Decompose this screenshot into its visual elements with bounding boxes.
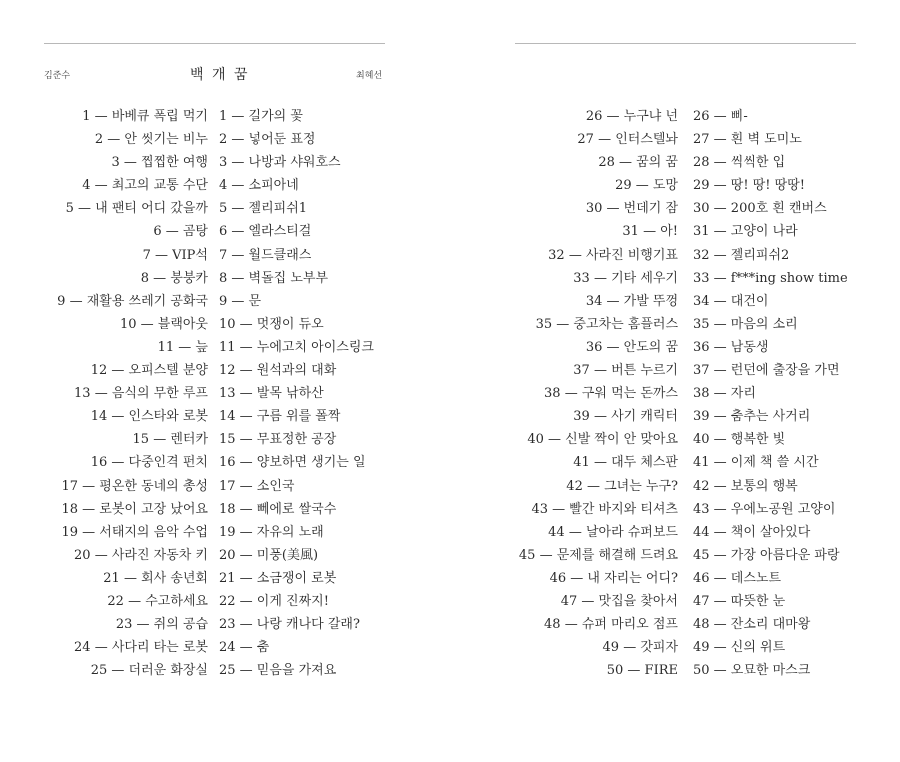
- entry-author-a: 43 — 빨간 바지와 티셔츠: [531, 501, 678, 517]
- entry-author-a: 16 — 다중인격 펀치: [90, 455, 208, 471]
- entry-author-b: 21 — 소금쟁이 로봇: [219, 570, 337, 586]
- entry-author-b: 10 — 멋쟁이 듀오: [219, 316, 324, 332]
- entry-author-a: 14 — 인스타와 로봇: [90, 409, 208, 425]
- entry-author-b: 11 — 누에고치 아이스링크: [219, 339, 374, 355]
- entry-author-b: 27 — 흰 벽 도미노: [693, 132, 802, 148]
- entry-author-b: 5 — 젤리피쉬1: [219, 201, 308, 217]
- entry-author-a: 28 — 꿈의 꿈: [598, 155, 678, 171]
- entry-author-b: 16 — 양보하면 생기는 일: [219, 455, 366, 471]
- entry-author-b: 3 — 나방과 샤워호스: [219, 155, 341, 171]
- entry-author-b: 14 — 구름 위를 폴짝: [219, 409, 341, 425]
- entry-author-a: 13 — 음식의 무한 루프: [74, 386, 208, 402]
- entry-author-b: 28 — 씩씩한 입: [693, 155, 786, 171]
- entry-author-b: 31 — 고양이 나라: [693, 224, 798, 240]
- entry-author-a: 47 — 맛집을 찾아서: [560, 593, 678, 609]
- entry-author-a: 22 — 수고하세요: [107, 593, 208, 609]
- entry-author-a: 1 — 바베큐 폭립 먹기: [82, 109, 208, 124]
- entry-author-b: 41 — 이제 책 쓸 시간: [693, 455, 819, 471]
- entry-author-b: 34 — 대건이: [693, 293, 769, 309]
- entry-author-b: 20 — 미풍(美風): [219, 547, 319, 563]
- entry-author-a: 33 — 기타 세우기: [573, 270, 678, 286]
- entry-author-b: 38 — 자리: [693, 386, 756, 402]
- entry-author-b: 32 — 젤리피쉬2: [693, 247, 790, 263]
- author-right: 최혜선: [356, 71, 383, 81]
- entry-author-a: 32 — 사라진 비행기표: [548, 247, 678, 263]
- entry-author-a: 26 — 누구냐 넌: [585, 109, 678, 124]
- right-page: [450, 0, 900, 762]
- entry-author-b: 49 — 신의 위트: [693, 640, 786, 656]
- entry-author-b: 40 — 행복한 빛: [693, 432, 786, 448]
- entry-author-a: 2 — 안 씻기는 비누: [94, 132, 208, 148]
- entry-author-a: 9 — 재활용 쓰레기 공화국: [57, 293, 208, 309]
- entry-author-b: 12 — 원석과의 대화: [219, 363, 337, 379]
- entry-author-a: 18 — 로봇이 고장 났어요: [61, 501, 208, 517]
- entry-author-a: 8 — 붕붕카: [140, 270, 208, 286]
- entry-author-b: 23 — 나랑 캐나다 갈래?: [219, 617, 360, 633]
- entry-author-b: 29 — 땅! 땅! 땅땅!: [693, 178, 805, 194]
- entry-author-b: 39 — 춤추는 사거리: [693, 409, 811, 425]
- entry-author-a: 42 — 그녀는 누구?: [566, 478, 678, 494]
- entry-author-b: 26 — 삐-: [693, 109, 748, 124]
- entry-author-a: 15 — 렌터카: [132, 432, 208, 448]
- entry-author-b: 48 — 잔소리 대마왕: [693, 617, 811, 633]
- entry-author-a: 44 — 날아라 슈퍼보드: [548, 524, 678, 540]
- entry-author-b: 8 — 벽돌집 노부부: [219, 270, 329, 286]
- entry-author-a: 24 — 사다리 타는 로봇: [74, 640, 208, 656]
- entry-author-a: 31 — 아!: [622, 224, 678, 240]
- entry-author-a: 11 — 늪: [157, 339, 208, 355]
- entry-author-b: 45 — 가장 아름다운 파랑: [693, 547, 840, 563]
- entry-author-b: 4 — 소피아네: [219, 178, 299, 194]
- entry-author-a: 6 — 곰탕: [153, 224, 208, 240]
- entry-author-a: 39 — 사기 캐릭터: [573, 409, 678, 425]
- entry-author-b: 47 — 따뜻한 눈: [693, 593, 786, 609]
- entry-author-a: 4 — 최고의 교통 수단: [82, 178, 208, 194]
- entry-author-a: 35 — 중고차는 홈플러스: [535, 316, 678, 332]
- entry-author-b: 15 — 무표정한 공장: [219, 432, 337, 448]
- entry-author-a: 29 — 도망: [615, 178, 678, 194]
- entry-author-b: 22 — 이게 진짜지!: [219, 593, 329, 609]
- entry-author-a: 46 — 내 자리는 어디?: [549, 570, 678, 586]
- entry-author-a: 20 — 사라진 자동차 키: [74, 547, 208, 563]
- entry-author-b: 43 — 우에노공원 고양이: [693, 501, 836, 517]
- entry-author-b: 25 — 믿음을 가져요: [219, 663, 337, 679]
- top-rule-left: [44, 43, 385, 44]
- entry-author-b: 6 — 엘라스티걸: [219, 224, 312, 240]
- entry-author-a: 5 — 내 팬티 어디 갔을까: [65, 201, 208, 217]
- entry-author-a: 40 — 신발 짝이 안 맞아요: [527, 432, 678, 448]
- author-left: 김준수: [44, 71, 71, 81]
- entry-author-b: 46 — 데스노트: [693, 570, 782, 586]
- entry-author-b: 50 — 오묘한 마스크: [693, 663, 811, 679]
- top-rule-right: [515, 43, 856, 44]
- entry-author-a: 48 — 슈퍼 마리오 점프: [544, 617, 678, 633]
- entry-author-b: 33 — f***ing show time: [693, 270, 848, 286]
- entry-author-b: 17 — 소인국: [219, 478, 295, 494]
- entry-author-b: 18 — 뻬에로 쌀국수: [219, 501, 337, 517]
- entry-author-b: 42 — 보통의 행복: [693, 478, 798, 494]
- entry-author-b: 7 — 월드클래스: [219, 247, 312, 263]
- entry-author-b: 30 — 200호 흰 캔버스: [693, 201, 827, 217]
- entry-author-a: 19 — 서태지의 음악 수업: [61, 524, 208, 540]
- entry-author-a: 10 — 블랙아웃: [119, 316, 208, 332]
- entry-author-a: 37 — 버튼 누르기: [573, 363, 678, 379]
- entry-author-b: 2 — 넣어둔 표정: [219, 132, 316, 148]
- entry-author-a: 45 — 문제를 해결해 드려요: [518, 547, 678, 563]
- entry-author-a: 17 — 평온한 동네의 총성: [61, 478, 208, 494]
- entry-author-b: 36 — 남동생: [693, 339, 769, 355]
- entry-author-a: 38 — 구워 먹는 돈까스: [544, 386, 678, 402]
- book-title: 백 개 꿈: [190, 67, 250, 83]
- entry-author-a: 3 — 찝찝한 여행: [111, 155, 208, 171]
- entry-author-a: 12 — 오피스텔 분양: [90, 363, 208, 379]
- entry-author-a: 50 — FIRE: [606, 663, 678, 679]
- entry-author-b: 1 — 길가의 꽃: [219, 109, 303, 124]
- entry-author-b: 9 — 문: [219, 293, 262, 309]
- entry-author-a: 34 — 가발 뚜껑: [585, 293, 678, 309]
- entry-author-a: 7 — VIP석: [142, 247, 208, 263]
- entry-author-b: 37 — 런던에 출장을 가면: [693, 363, 840, 379]
- entry-author-a: 25 — 더러운 화장실: [90, 663, 208, 679]
- entry-author-b: 35 — 마음의 소리: [693, 316, 798, 332]
- entry-author-a: 36 — 안도의 꿈: [585, 339, 678, 355]
- entry-author-a: 30 — 번데기 잠: [585, 201, 678, 217]
- entry-author-a: 49 — 갓피자: [602, 640, 678, 656]
- entry-author-a: 27 — 인터스텔놔: [577, 132, 678, 148]
- entry-author-b: 24 — 춤: [219, 640, 270, 656]
- entry-author-b: 44 — 책이 살아있다: [693, 524, 811, 540]
- entry-author-b: 19 — 자유의 노래: [219, 524, 324, 540]
- entry-author-a: 23 — 쥐의 공습: [115, 617, 208, 633]
- entry-author-a: 41 — 대두 체스판: [573, 455, 678, 471]
- entry-author-a: 21 — 회사 송년회: [103, 570, 208, 586]
- entry-author-b: 13 — 발목 낚하산: [219, 386, 324, 402]
